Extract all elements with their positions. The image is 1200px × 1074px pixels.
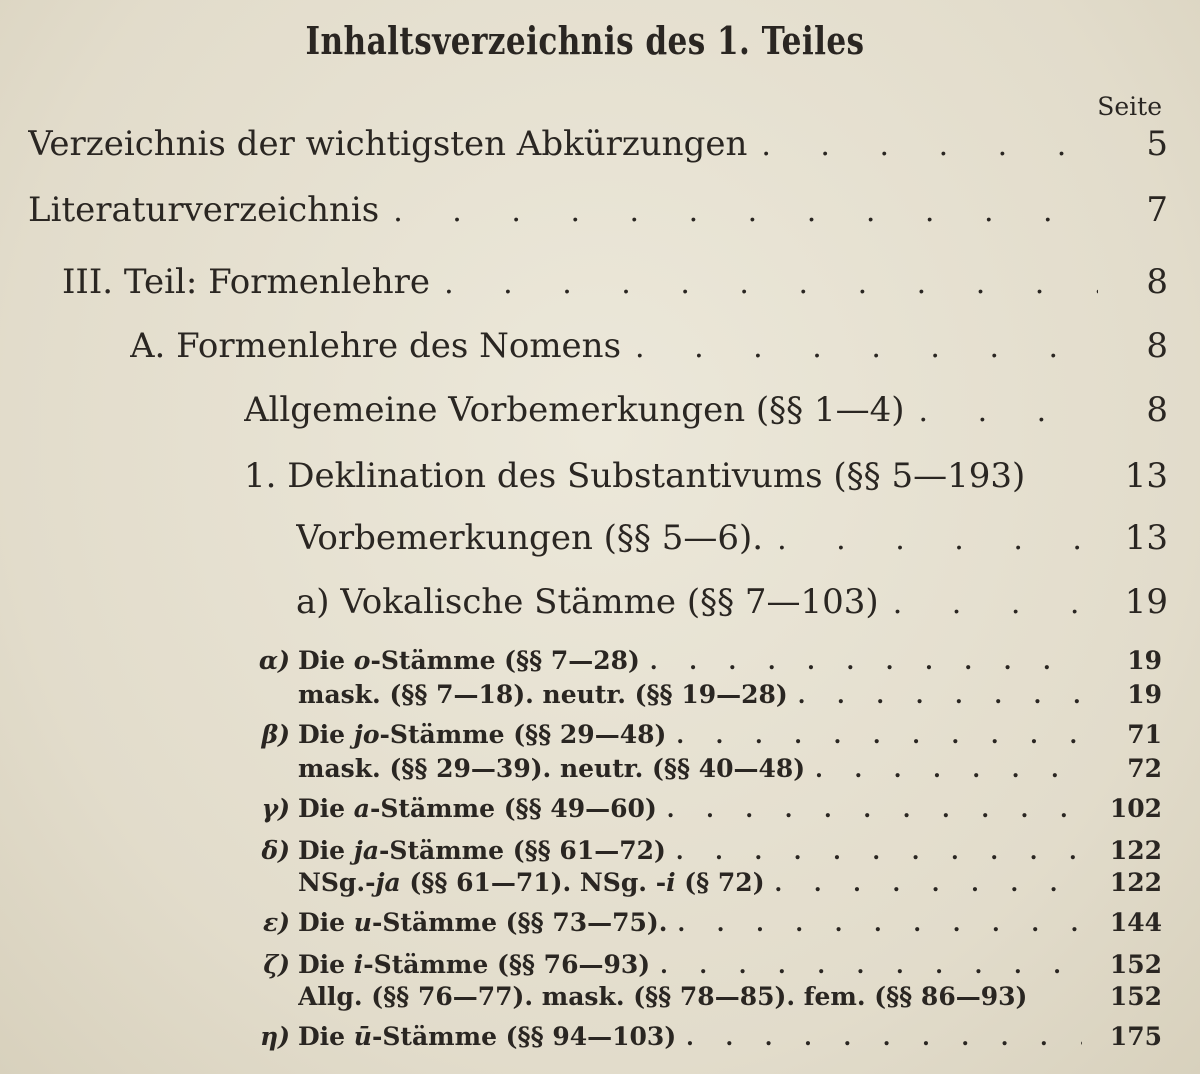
toc-entry-page: 8 <box>1146 262 1168 302</box>
toc-subentry <box>298 646 1162 675</box>
leader-dots <box>788 683 1082 709</box>
toc-subentry-page: 122 <box>1109 836 1162 865</box>
toc-subentry-page: 102 <box>1109 794 1162 823</box>
leader-dots <box>763 522 1098 557</box>
toc-subentry-page: 72 <box>1127 754 1162 783</box>
leader-dots <box>650 953 1082 979</box>
greek-marker: β) <box>261 720 290 749</box>
greek-marker: α) <box>258 646 290 675</box>
leader-dots <box>765 871 1082 897</box>
toc-entry-label: 1. Deklination des Substantivums (§§ 5—193) <box>244 456 1026 496</box>
toc-entry-label: Literaturverzeichnis <box>28 190 380 230</box>
toc-entry <box>28 190 1168 230</box>
toc-entry-page: 8 <box>1146 390 1168 430</box>
toc-subentry-label: Die o-Stämme (§§ 7—28) <box>298 646 640 675</box>
leader-dots <box>666 839 1082 865</box>
toc-entry-label: III. Teil: Formenlehre <box>62 262 431 302</box>
toc-entry <box>28 124 1168 164</box>
toc-entry-page: 8 <box>1146 326 1168 366</box>
toc-entry-label: Allgemeine Vorbemerkungen (§§ 1—4) <box>244 390 905 430</box>
toc-entry-page: 13 <box>1124 456 1168 496</box>
leader-dots <box>430 266 1098 301</box>
toc-entry-page: 7 <box>1146 190 1168 230</box>
greek-marker: γ) <box>261 794 290 823</box>
leader-dots <box>640 649 1082 675</box>
toc-entry-page: 5 <box>1146 124 1168 164</box>
toc-entry-label: Verzeichnis der wichtigsten Abkürzungen <box>28 124 748 164</box>
toc-subentry-label: Die a-Stämme (§§ 49—60) <box>298 794 657 823</box>
toc-subentry-page: 19 <box>1127 646 1162 675</box>
toc-subentry <box>298 950 1162 979</box>
leader-dots <box>666 723 1082 749</box>
toc-subentry <box>298 908 1162 937</box>
toc-subentry-detail-label: Allg. (§§ 76—77). mask. (§§ 78—85). fem. (§§ 86—93) <box>298 982 1028 1011</box>
toc-subentry-detail-label: mask. (§§ 7—18). neutr. (§§ 19—28) <box>298 680 788 709</box>
toc-entry <box>244 456 1168 496</box>
toc-entry <box>296 582 1168 622</box>
toc-subentry-label: Die i-Stämme (§§ 76—93) <box>298 950 651 979</box>
toc-subentry-page: 152 <box>1109 982 1162 1011</box>
leader-dots <box>667 911 1082 937</box>
toc-entry-page: 13 <box>1124 518 1168 558</box>
toc-subentry-page: 19 <box>1127 680 1162 709</box>
toc-entry-label: A. Formenlehre des Nomens <box>130 326 622 366</box>
leader-dots <box>621 330 1098 365</box>
page-column-header: Seite <box>1097 92 1162 121</box>
toc-entry <box>130 326 1168 366</box>
toc-subentry-detail-label: NSg.-ja (§§ 61—71). NSg. -i (§ 72) <box>298 868 765 897</box>
leader-dots <box>657 797 1082 823</box>
toc-subentry-label: Die jo-Stämme (§§ 29—48) <box>298 720 667 749</box>
leader-dots <box>905 394 1099 429</box>
greek-marker: ζ) <box>263 950 290 979</box>
greek-marker: η) <box>259 1022 290 1051</box>
leader-dots <box>676 1025 1082 1051</box>
toc-subentry-page: 122 <box>1109 868 1162 897</box>
toc-entry <box>244 390 1168 430</box>
toc-subentry-page: 144 <box>1109 908 1162 937</box>
toc-subentry <box>298 720 1162 749</box>
leader-dots <box>879 586 1098 621</box>
page-title: Inhaltsverzeichnis des 1. Teiles <box>305 18 865 63</box>
leader-dots <box>805 757 1082 783</box>
toc-subentry-page: 175 <box>1109 1022 1162 1051</box>
toc-entry-label: a) Vokalische Stämme (§§ 7—103) <box>296 582 879 622</box>
toc-entry <box>296 518 1168 558</box>
toc-subentry <box>298 836 1162 865</box>
greek-marker: ε) <box>262 908 290 937</box>
toc-subentry-page: 71 <box>1127 720 1162 749</box>
toc-subentry-detail <box>298 754 1162 783</box>
leader-dots <box>379 194 1098 229</box>
toc-subentry <box>298 794 1162 823</box>
toc-entry-label: Vorbemerkungen (§§ 5—6). <box>296 518 764 558</box>
toc-subentry-detail <box>298 982 1162 1011</box>
toc-subentry-detail <box>298 868 1162 897</box>
greek-marker: δ) <box>261 836 290 865</box>
toc-subentry-label: Die ja-Stämme (§§ 61—72) <box>298 836 666 865</box>
toc-subentry-detail-label: mask. (§§ 29—39). neutr. (§§ 40—48) <box>298 754 806 783</box>
toc-subentry <box>298 1022 1162 1051</box>
toc-subentry-page: 152 <box>1109 950 1162 979</box>
toc-subentry-detail <box>298 680 1162 709</box>
toc-entry <box>62 262 1168 302</box>
toc-subentry-label: Die u-Stämme (§§ 73—75). <box>298 908 668 937</box>
leader-dots <box>747 128 1098 163</box>
toc-entry-page: 19 <box>1124 582 1168 622</box>
toc-subentry-label: Die ū-Stämme (§§ 94—103) <box>298 1022 677 1051</box>
